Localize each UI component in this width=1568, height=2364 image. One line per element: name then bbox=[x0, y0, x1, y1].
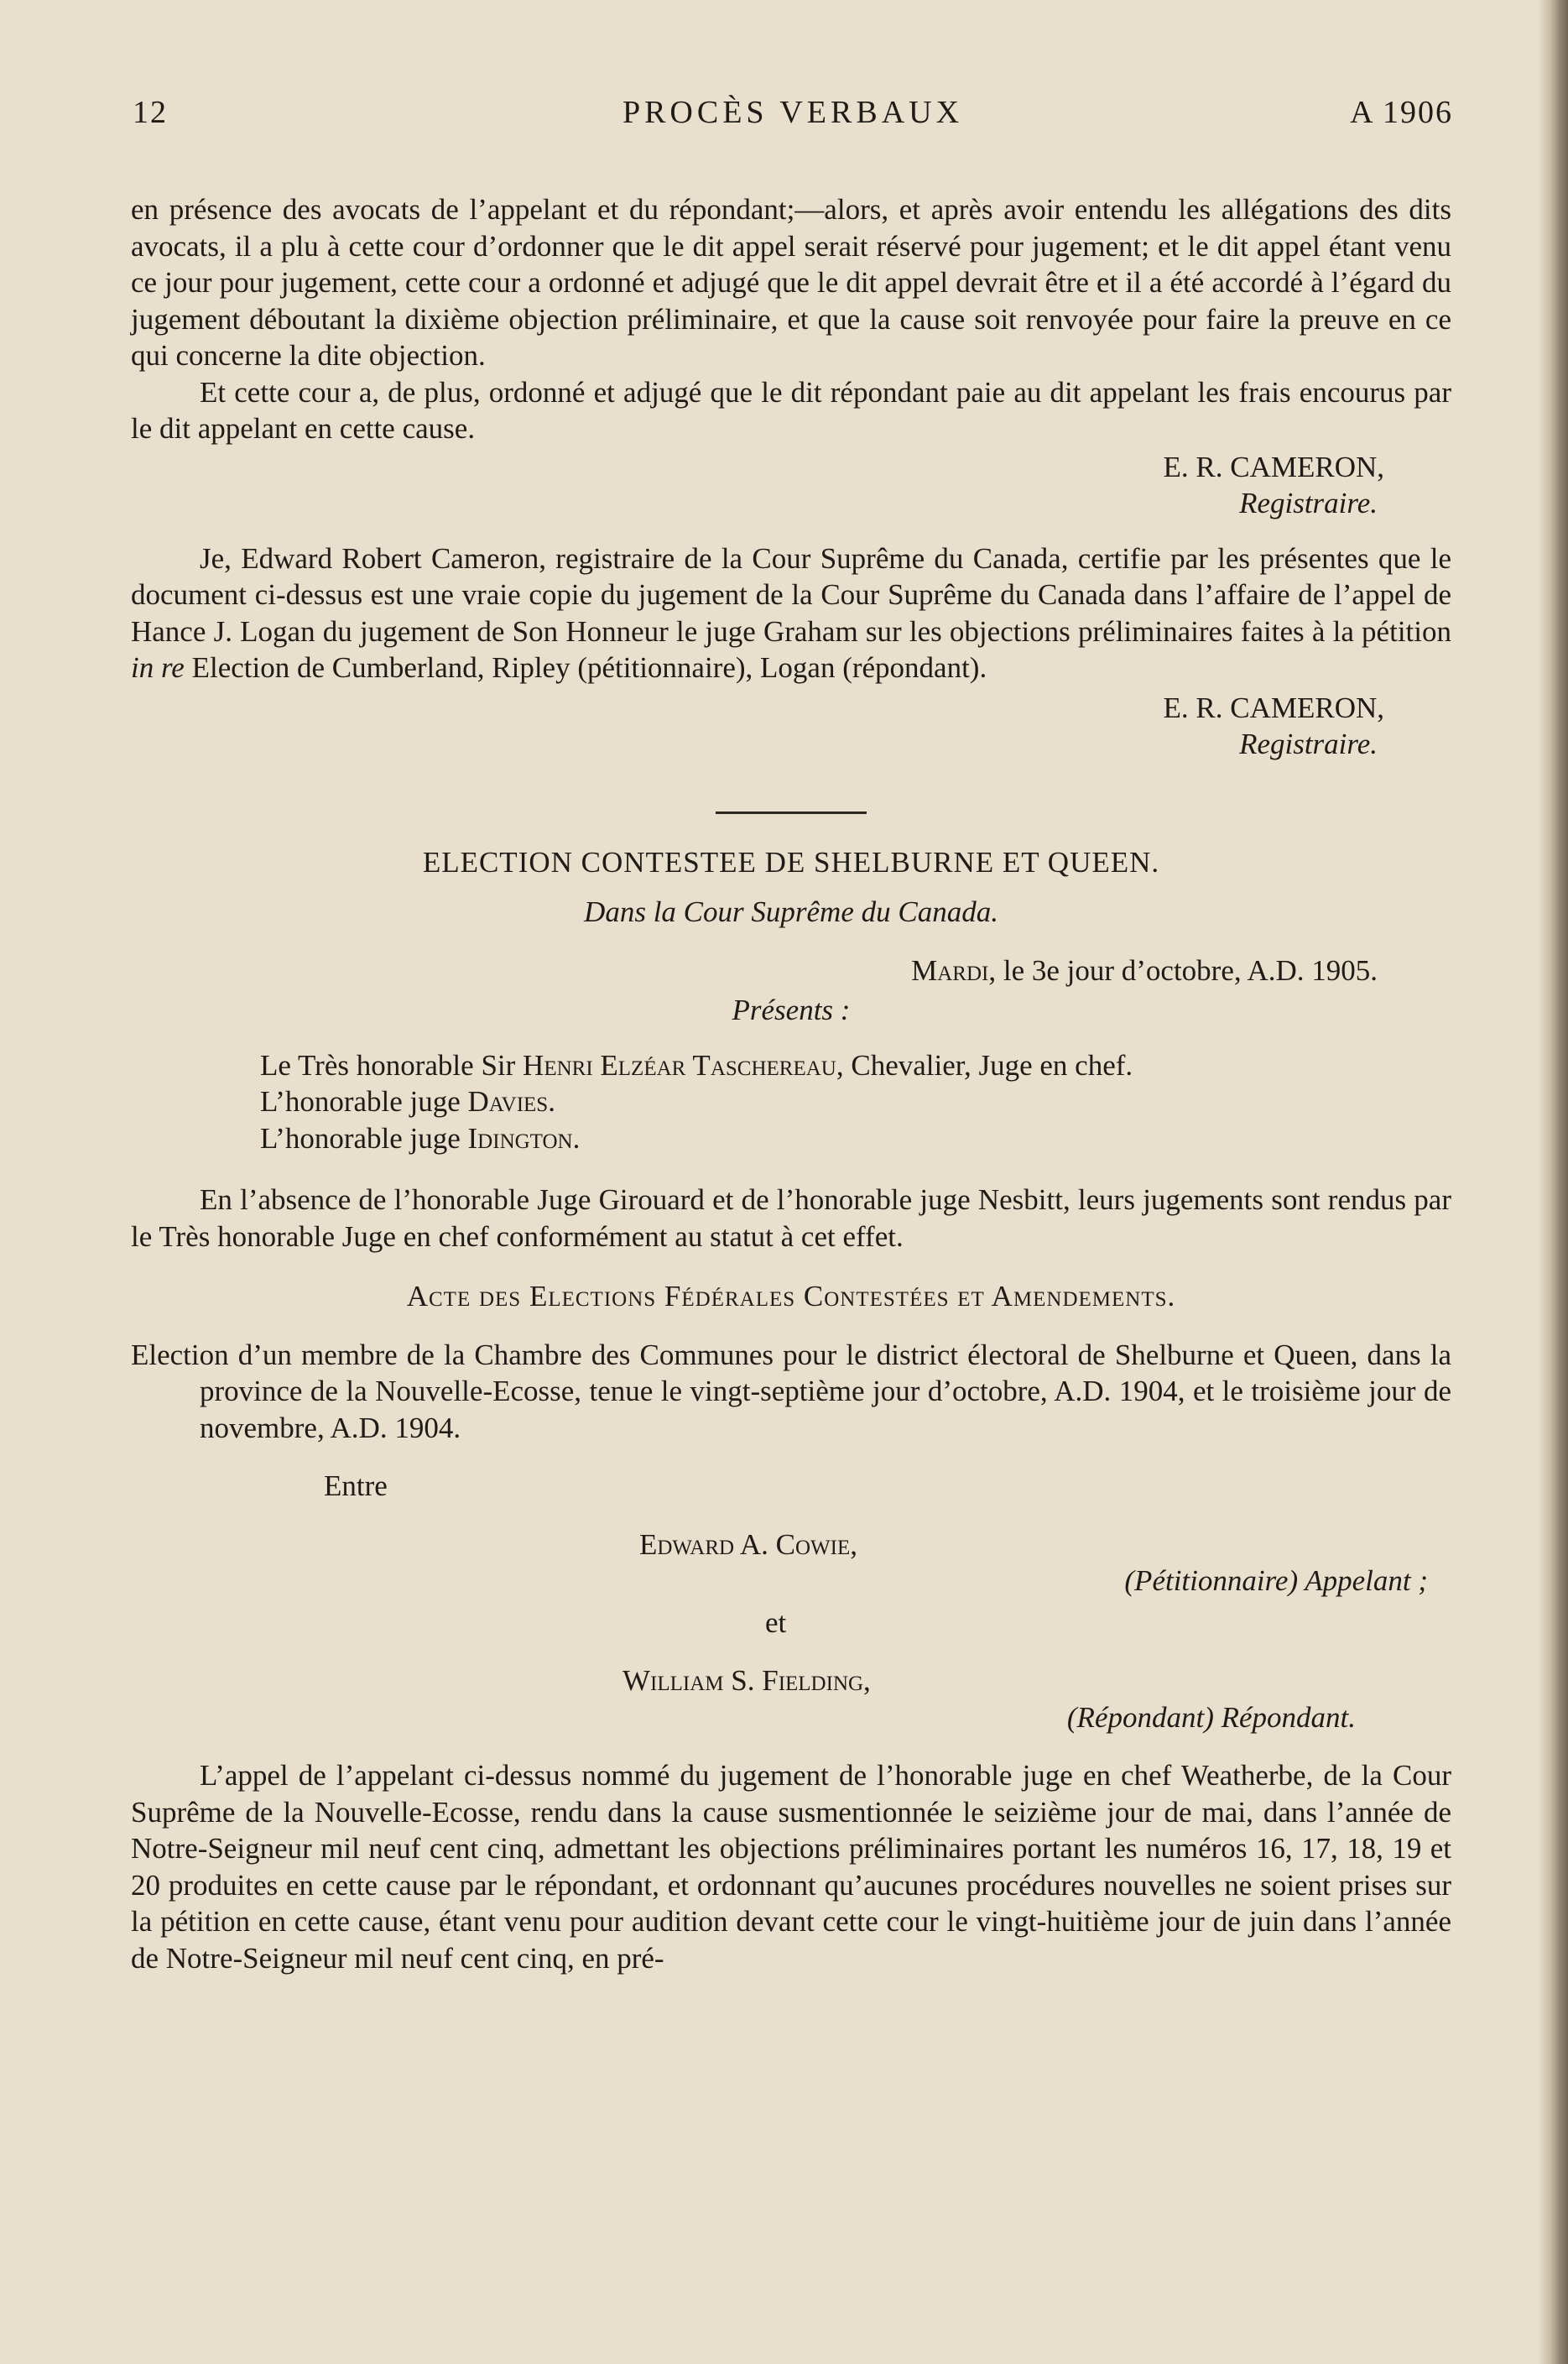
judge-line: L’honorable juge Idington. bbox=[260, 1121, 581, 1155]
signature-name: E. R. CAMERON, bbox=[1163, 450, 1384, 483]
judges-list bbox=[131, 1047, 1451, 1157]
entre-label: Entre bbox=[324, 1469, 388, 1502]
date-day: Mardi bbox=[911, 953, 989, 987]
judge-name: Henri Elzéar Taschereau bbox=[523, 1048, 836, 1082]
section-heading: ELECTION CONTESTEE DE SHELBURNE ET QUEEN. bbox=[422, 845, 1160, 879]
party-1-name: Edward A. Cowie, bbox=[639, 1527, 857, 1561]
election-description: Election d’un membre de la Chambre des Communes pour le district électoral de Shelburne et Queen, dans la province de la Nouvelle-Ecosse, tenue le vingt-septième jour d’octobre, A.D. 1904, et le troisième jour de novembre, A.D. 1904. bbox=[131, 1338, 1451, 1444]
page-body bbox=[131, 191, 1451, 1976]
certification-text: Je, Edward Robert Cameron, registraire de la Cour Suprême du Canada, certifie par les présentes que le document ci-dessus est une vraie copie du jugement de la Cour Suprême du Canada dans l’affaire de l’appel de Hance J. Logan du jugement de Son Honneur le juge Graham sur les objections préliminaires faites à la pétition bbox=[131, 541, 1451, 648]
certification-end: Election de Cumberland, Ripley (pétitionnaire), Logan (répondant). bbox=[184, 651, 987, 684]
signature-name-2: E. R. CAMERON, bbox=[1163, 691, 1384, 724]
year-label: A 1906 bbox=[1350, 95, 1453, 130]
paragraph-judgment-continued: en présence des avocats de l’appelant et du répondant;—alors, et après avoir entendu les allégations des dits avocats, il a plu à cette cour d’ordonner que le dit appel serait réservé pour jugement; et le dit appel étant venu ce jour pour jugement, cette cour a ordonné et adjugé que le dit appel devrait être et il a été accordé à l’égard du jugement déboutant la dixième objection préliminaire, et que la cause soit renvoyée pour faire la preuve en ce qui concerne la dite objection. bbox=[131, 193, 1451, 372]
session-date bbox=[131, 952, 1451, 989]
page-number: 12 bbox=[133, 95, 168, 130]
paragraph-absence: En l’absence de l’honorable Juge Girouard et de l’honorable juge Nesbitt, leurs jugements sont rendus par le Très honorable Juge en chef conformément au statut à cet effet. bbox=[131, 1183, 1451, 1253]
date-rest: , le 3e jour d’octobre, A.D. 1905. bbox=[988, 953, 1378, 987]
party-2-role: (Répondant) Répondant. bbox=[1066, 1700, 1356, 1734]
signature-title: Registraire. bbox=[1239, 487, 1378, 519]
in-re-text: in re bbox=[131, 651, 185, 684]
judge-name: Idington bbox=[467, 1121, 573, 1155]
running-title: PROCÈS VERBAUX bbox=[622, 95, 964, 130]
et-label: et bbox=[765, 1605, 787, 1639]
judge-line: Le Très honorable Sir Henri Elzéar Taschereau, Chevalier, Juge en chef. bbox=[260, 1048, 1133, 1082]
paragraph-costs: Et cette cour a, de plus, ordonné et adjugé que le dit répondant paie au dit appelant les frais encourus par le dit appelant en cette cause. bbox=[131, 375, 1451, 445]
party-1-role: (Pétitionnaire) Appelant ; bbox=[1124, 1564, 1428, 1597]
judge-name: Davies bbox=[467, 1085, 549, 1118]
section-divider bbox=[716, 811, 867, 814]
presents-label: Présents : bbox=[732, 994, 851, 1026]
judge-line: L’honorable juge Davies. bbox=[260, 1085, 555, 1118]
signature-title-2: Registraire. bbox=[1239, 728, 1378, 760]
paragraph-certification bbox=[131, 540, 1451, 686]
running-header bbox=[133, 94, 1453, 144]
book-spine-shadow bbox=[1538, 0, 1568, 2364]
act-title: Acte des Elections Fédérales Contestées et Amendements. bbox=[406, 1280, 1176, 1312]
court-name: Dans la Cour Suprême du Canada. bbox=[584, 895, 998, 928]
paragraph-appeal: L’appel de l’appelant ci-dessus nommé du jugement de l’honorable juge en chef Weatherbe, de la Cour Suprême de la Nouvelle-Ecosse, rendu dans la cause susmentionnée le seizième jour de mai, dans l’année de Notre-Seigneur mil neuf cent cinq, admettant les objections préliminaires portant les numéros 16, 17, 18, 19 et 20 produites en cette cause par le répondant, et ordonnant qu’aucunes procédures nouvelles ne soient prises sur la pétition en cette cause, étant venu pour audition devant cette cour le vingt-huitième jour de juin dans l’année de Notre-Seigneur mil neuf cent cinq, en pré- bbox=[131, 1759, 1451, 1975]
party-2-name: William S. Fielding, bbox=[623, 1664, 871, 1697]
